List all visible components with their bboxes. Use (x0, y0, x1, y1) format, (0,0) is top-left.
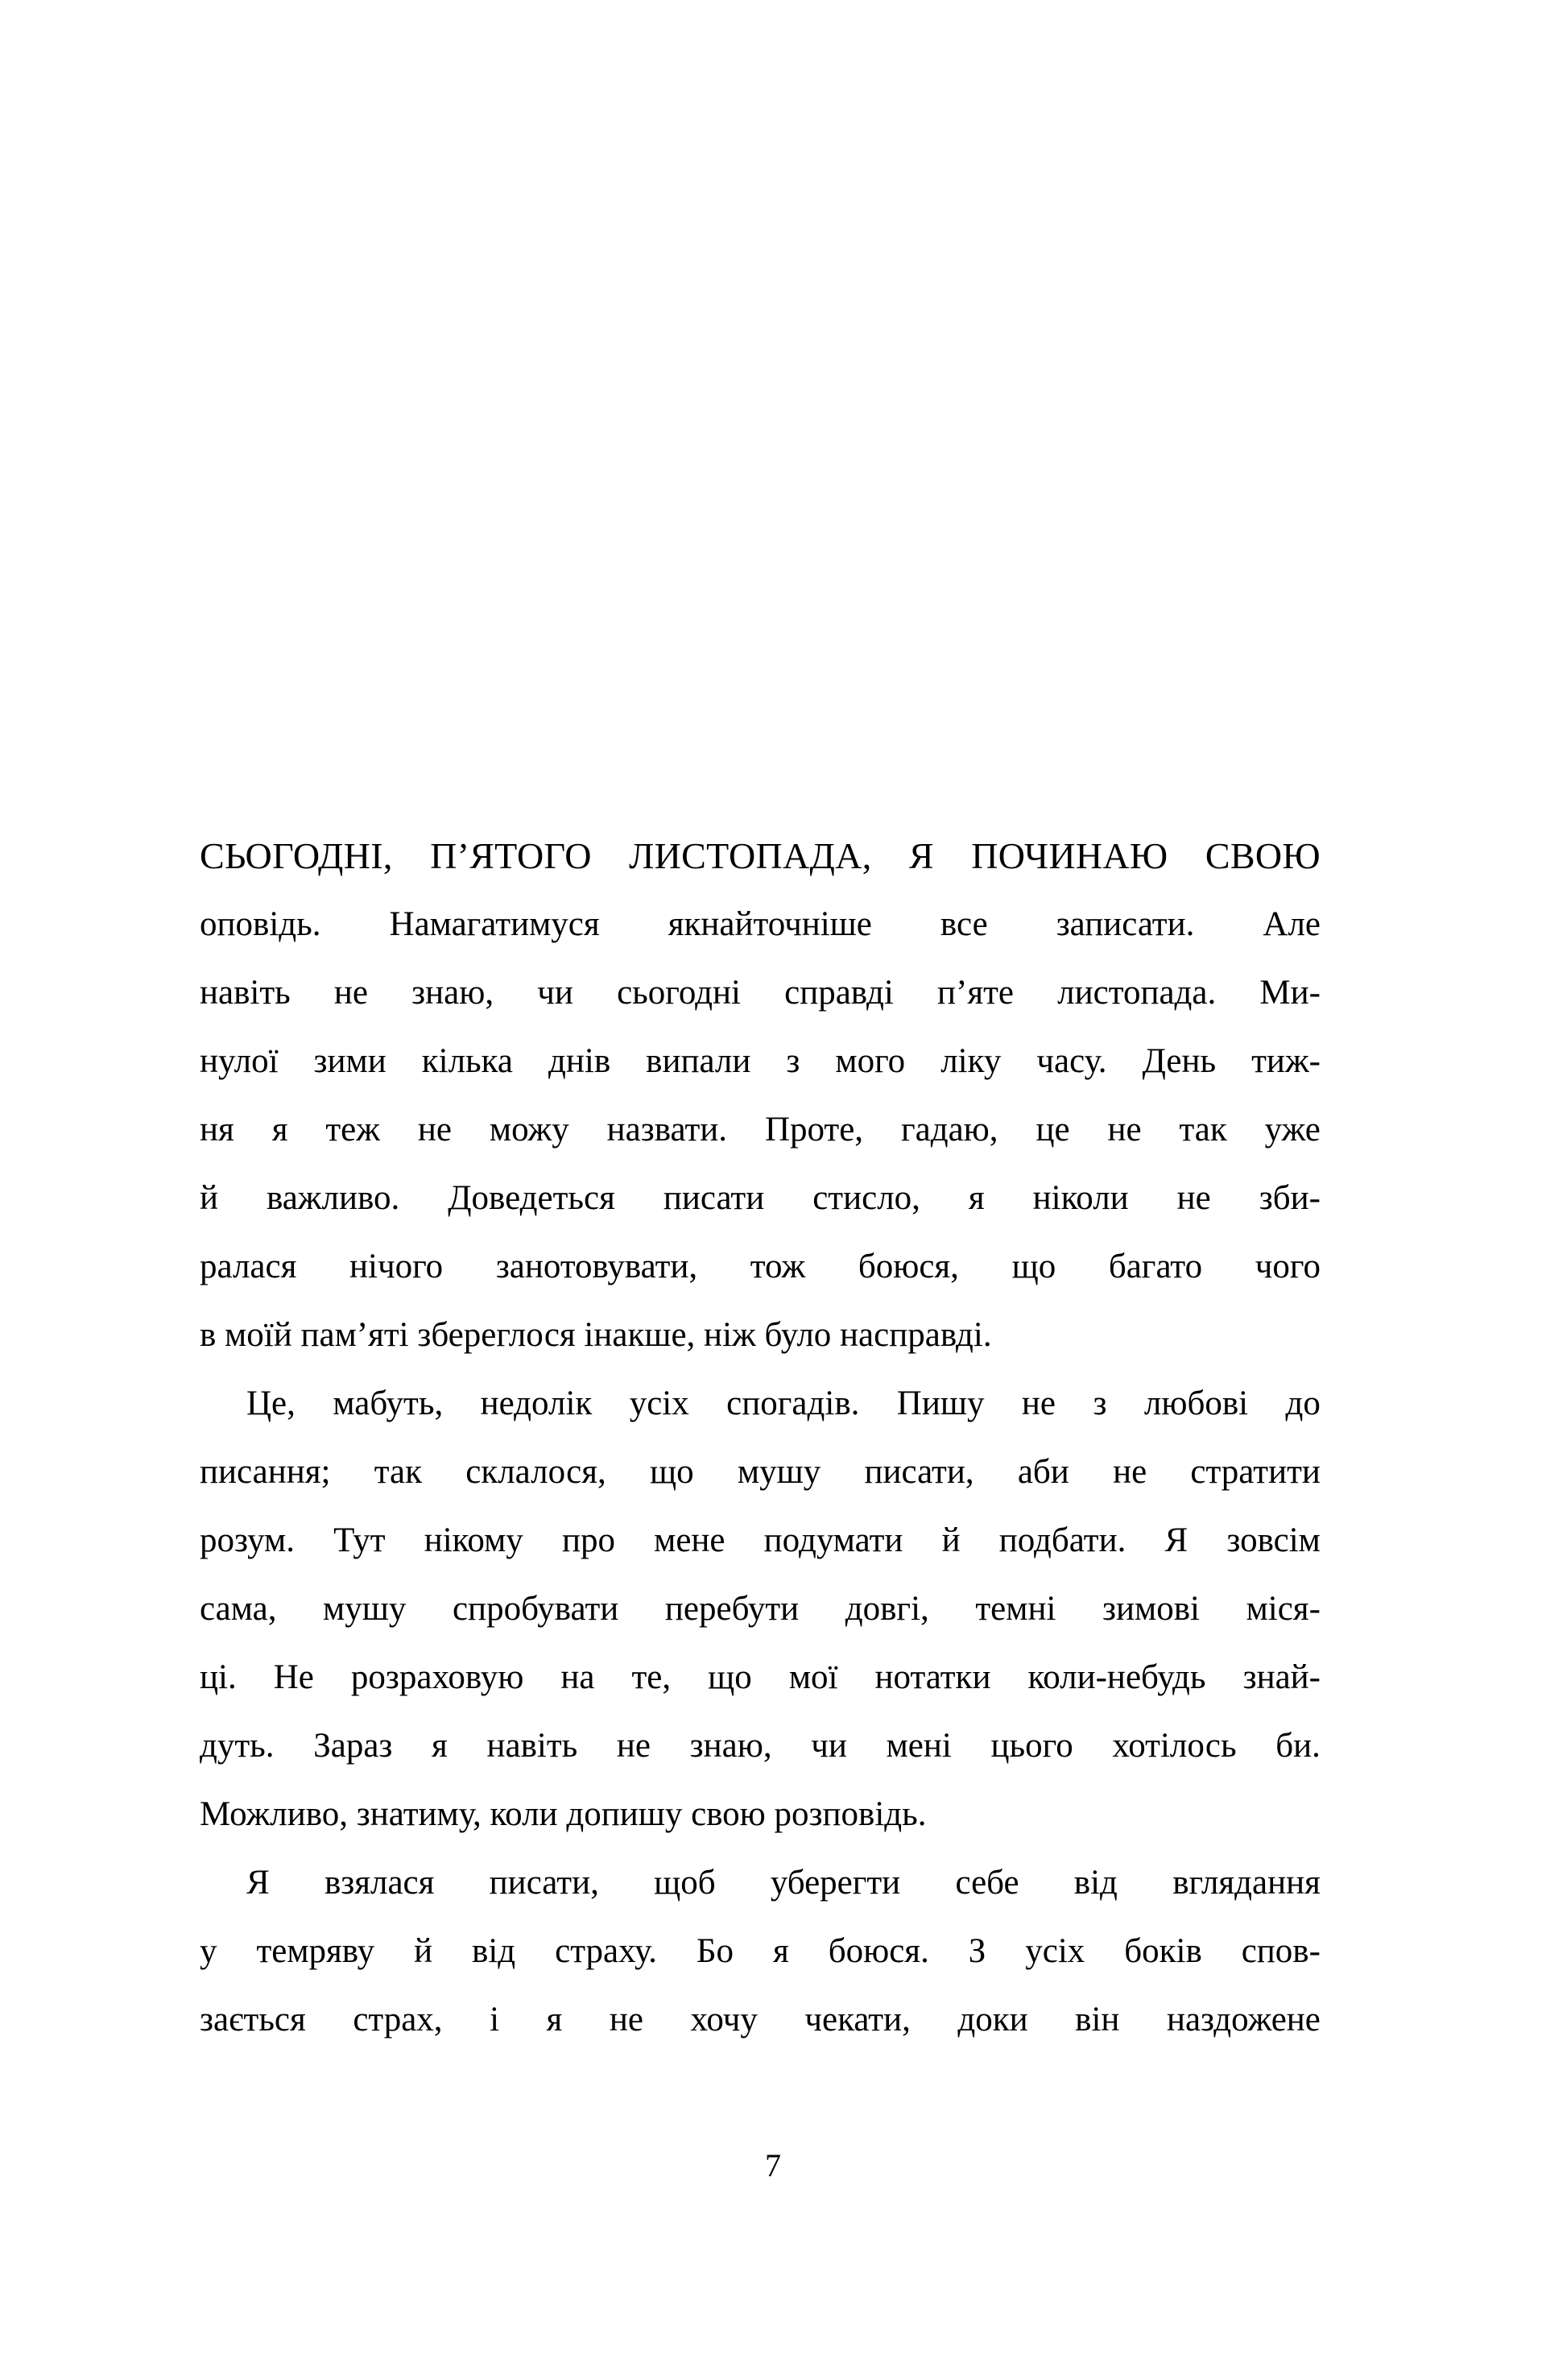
text-line: й важливо. Доведеться писати стисло, я ніколи не зби- (200, 1179, 1321, 1217)
text-line: писання; так склалося, що мушу писати, аби не стратити (200, 1453, 1321, 1491)
text-line: розум. Тут нікому про мене подумати й подбати. Я зовсім (200, 1521, 1321, 1559)
paragraph-3 (200, 1848, 1321, 2054)
text-line: оповідь. Намагатимуся якнайточніше все записати. Але (200, 905, 1321, 943)
paragraph-2 (200, 1369, 1321, 1848)
text-line: у темряву й від страху. Бо я боюся. З усіх боків спов- (200, 1932, 1321, 1970)
text-line: Можливо, знатиму, коли допишу свою розповідь. (200, 1795, 927, 1833)
text-line: дуть. Зараз я навіть не знаю, чи мені цього хотілось би. (200, 1727, 1321, 1765)
text-line: в моїй пам’яті збереглося інакше, ніж було насправді. (200, 1316, 992, 1354)
text-line: нулої зими кілька днів випали з мого ліку часу. День тиж- (200, 1042, 1321, 1080)
text-line: навіть не знаю, чи сьогодні справді п’яте листопада. Ми- (200, 974, 1321, 1012)
text-line: сама, мушу спробувати перебути довгі, темні зимові міся- (200, 1590, 1321, 1628)
text-line: зається страх, і я не хочу чекати, доки він наздожене (200, 2001, 1321, 2039)
paragraph-1 (200, 822, 1321, 1369)
text-line: Я взялася писати, щоб уберегти себе від вглядання (246, 1864, 1321, 1902)
text-line: СЬОГОДНІ, П’ЯТОГО ЛИСТОПАДА, Я ПОЧИНАЮ СВОЮ (200, 835, 1321, 876)
text-line: Це, мабуть, недолік усіх спогадів. Пишу не з любові до (246, 1385, 1321, 1422)
page-number: 7 (765, 2147, 781, 2183)
text-line: ня я теж не можу назвати. Проте, гадаю, це не так уже (200, 1111, 1321, 1149)
text-line: ралася нічого занотовувати, тож боюся, що багато чого (200, 1248, 1321, 1285)
text-line: ці. Не розраховую на те, що мої нотатки коли-небудь знай- (200, 1658, 1321, 1696)
page-body-text (200, 822, 1321, 2054)
